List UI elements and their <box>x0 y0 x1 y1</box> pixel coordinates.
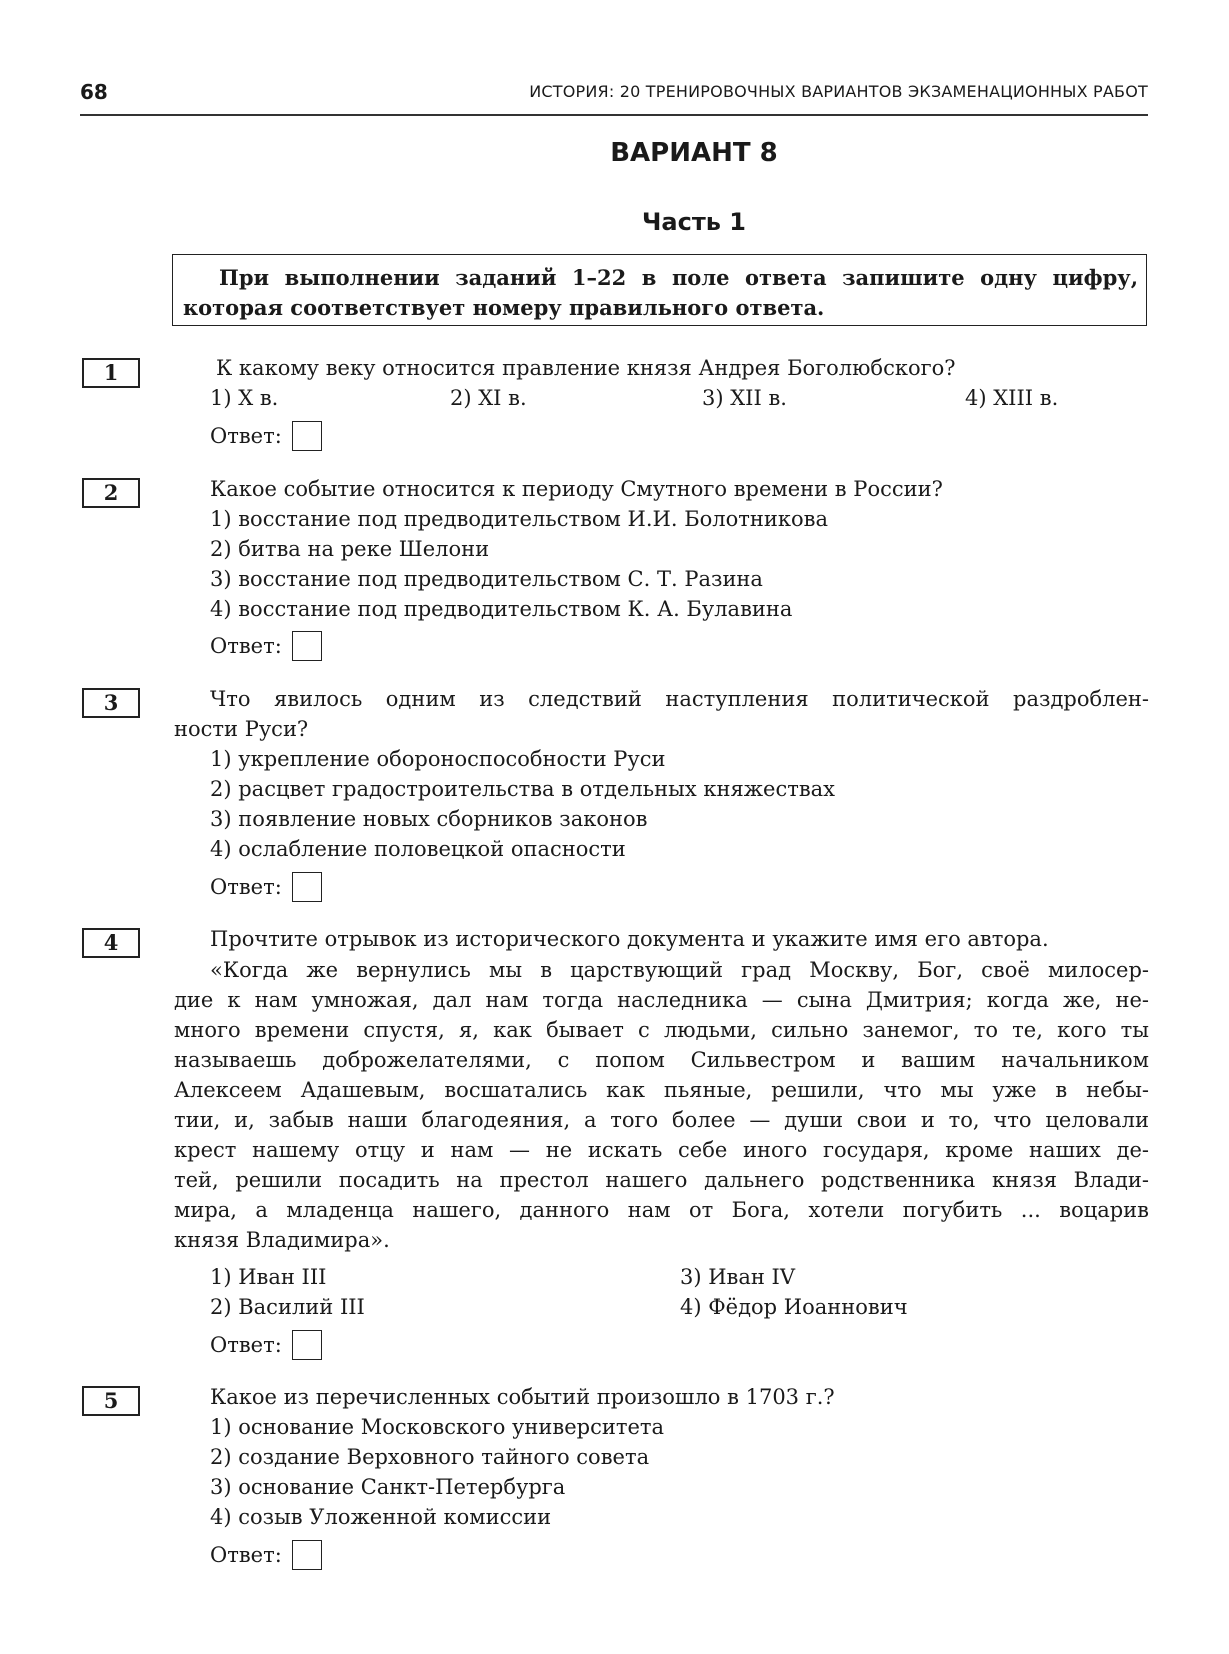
task-4-option-2: 2) Василий III <box>210 1295 365 1319</box>
excerpt-line-6: тии, и, забыв наши благодеяния, а того более — души свои и то, что целовали <box>174 1108 1149 1132</box>
excerpt-line-8: тей, решили посадить на престол нашего дальнего родственника князя Влади- <box>174 1168 1149 1192</box>
answer-label: Ответ: <box>210 1333 282 1357</box>
task-2-option-2: 2) битва на реке Шелони <box>210 537 490 561</box>
part-title: Часть 1 <box>642 208 746 236</box>
task-5-option-2: 2) создание Верховного тайного совета <box>210 1445 650 1469</box>
task-1-answer <box>210 421 322 451</box>
task-4-question: Прочтите отрывок из исторического документа и укажите имя его автора. <box>210 927 1049 951</box>
task-4-answer <box>210 1330 322 1360</box>
task-1-option-4: 4) XIII в. <box>965 386 1059 410</box>
answer-box[interactable] <box>292 631 322 661</box>
excerpt-line-7: крест нашему отцу и нам — не искать себе иного государя, кроме наших де- <box>174 1138 1149 1162</box>
task-4-option-1: 1) Иван III <box>210 1265 327 1289</box>
answer-box[interactable] <box>292 872 322 902</box>
task-3-answer <box>210 872 322 902</box>
book-title: ИСТОРИЯ: 20 ТРЕНИРОВОЧНЫХ ВАРИАНТОВ ЭКЗАМЕНАЦИОННЫХ РАБОТ <box>529 82 1148 101</box>
excerpt-line-5: Алексеем Адашевым, восшатались как пьяные, решили, что мы уже в небы- <box>174 1078 1149 1102</box>
task-number-1: 1 <box>82 358 140 388</box>
task-number-5: 5 <box>82 1386 140 1416</box>
task-number-2: 2 <box>82 478 140 508</box>
task-3-option-3: 3) появление новых сборников законов <box>210 807 648 831</box>
excerpt-line-10: князя Владимира». <box>174 1228 390 1252</box>
answer-label: Ответ: <box>210 634 282 658</box>
answer-box[interactable] <box>292 1540 322 1570</box>
excerpt-line-4: называешь доброжелателями, с попом Сильвестром и вашим начальником <box>174 1048 1149 1072</box>
task-5-question: Какое из перечисленных событий произошло в 1703 г.? <box>210 1385 835 1409</box>
variant-title: ВАРИАНТ 8 <box>610 138 778 168</box>
task-5-option-1: 1) основание Московского университета <box>210 1415 665 1439</box>
answer-label: Ответ: <box>210 1543 282 1567</box>
excerpt-line-2: дие к нам умножая, дал нам тогда наследника — сына Дмитрия; когда же, не- <box>174 988 1149 1012</box>
answer-box[interactable] <box>292 421 322 451</box>
task-1-option-3: 3) XII в. <box>702 386 787 410</box>
excerpt-line-9: мира, а младенца нашего, данного нам от Бога, хотели погубить ... воцарив <box>174 1198 1149 1222</box>
excerpt-line-1: «Когда же вернулись мы в царствующий град Москву, Бог, своё милосер- <box>210 958 1149 982</box>
task-3-option-4: 4) ослабление половецкой опасности <box>210 837 626 861</box>
task-number-4: 4 <box>82 928 140 958</box>
task-2-option-1: 1) восстание под предводительством И.И. Болотникова <box>210 507 828 531</box>
task-3-option-2: 2) расцвет градостроительства в отдельных княжествах <box>210 777 836 801</box>
answer-label: Ответ: <box>210 875 282 899</box>
excerpt-line-3: много времени спустя, я, как бывает с людьми, сильно занемог, то те, кого ты <box>174 1018 1149 1042</box>
task-2-answer <box>210 631 322 661</box>
task-4-option-4: 4) Фёдор Иоаннович <box>680 1295 908 1319</box>
task-number-3: 3 <box>82 688 140 718</box>
running-header <box>80 74 1148 116</box>
task-5-option-4: 4) созыв Уложенной комиссии <box>210 1505 552 1529</box>
page-number: 68 <box>80 80 108 104</box>
task-2-option-3: 3) восстание под предводительством С. Т. Разина <box>210 567 763 591</box>
task-5-option-3: 3) основание Санкт-Петербурга <box>210 1475 566 1499</box>
task-1-question: К какому веку относится правление князя Андрея Боголюбского? <box>216 356 956 380</box>
task-3-question-line-1: Что явилось одним из следствий наступления политической раздроблен- <box>210 687 1149 711</box>
task-2-question: Какое событие относится к периоду Смутного времени в России? <box>210 477 943 501</box>
instruction-box: При выполнении заданий 1–22 в поле ответа запишите одну цифру, которая соответствует номеру правильного ответа. <box>172 254 1147 326</box>
task-3-question-line-2: ности Руси? <box>174 717 309 741</box>
answer-label: Ответ: <box>210 424 282 448</box>
task-1-option-1: 1) X в. <box>210 386 279 410</box>
task-2-option-4: 4) восстание под предводительством К. А. Булавина <box>210 597 793 621</box>
task-4-option-3: 3) Иван IV <box>680 1265 796 1289</box>
task-1-option-2: 2) XI в. <box>450 386 527 410</box>
task-3-option-1: 1) укрепление обороноспособности Руси <box>210 747 666 771</box>
task-5-answer <box>210 1540 322 1570</box>
answer-box[interactable] <box>292 1330 322 1360</box>
